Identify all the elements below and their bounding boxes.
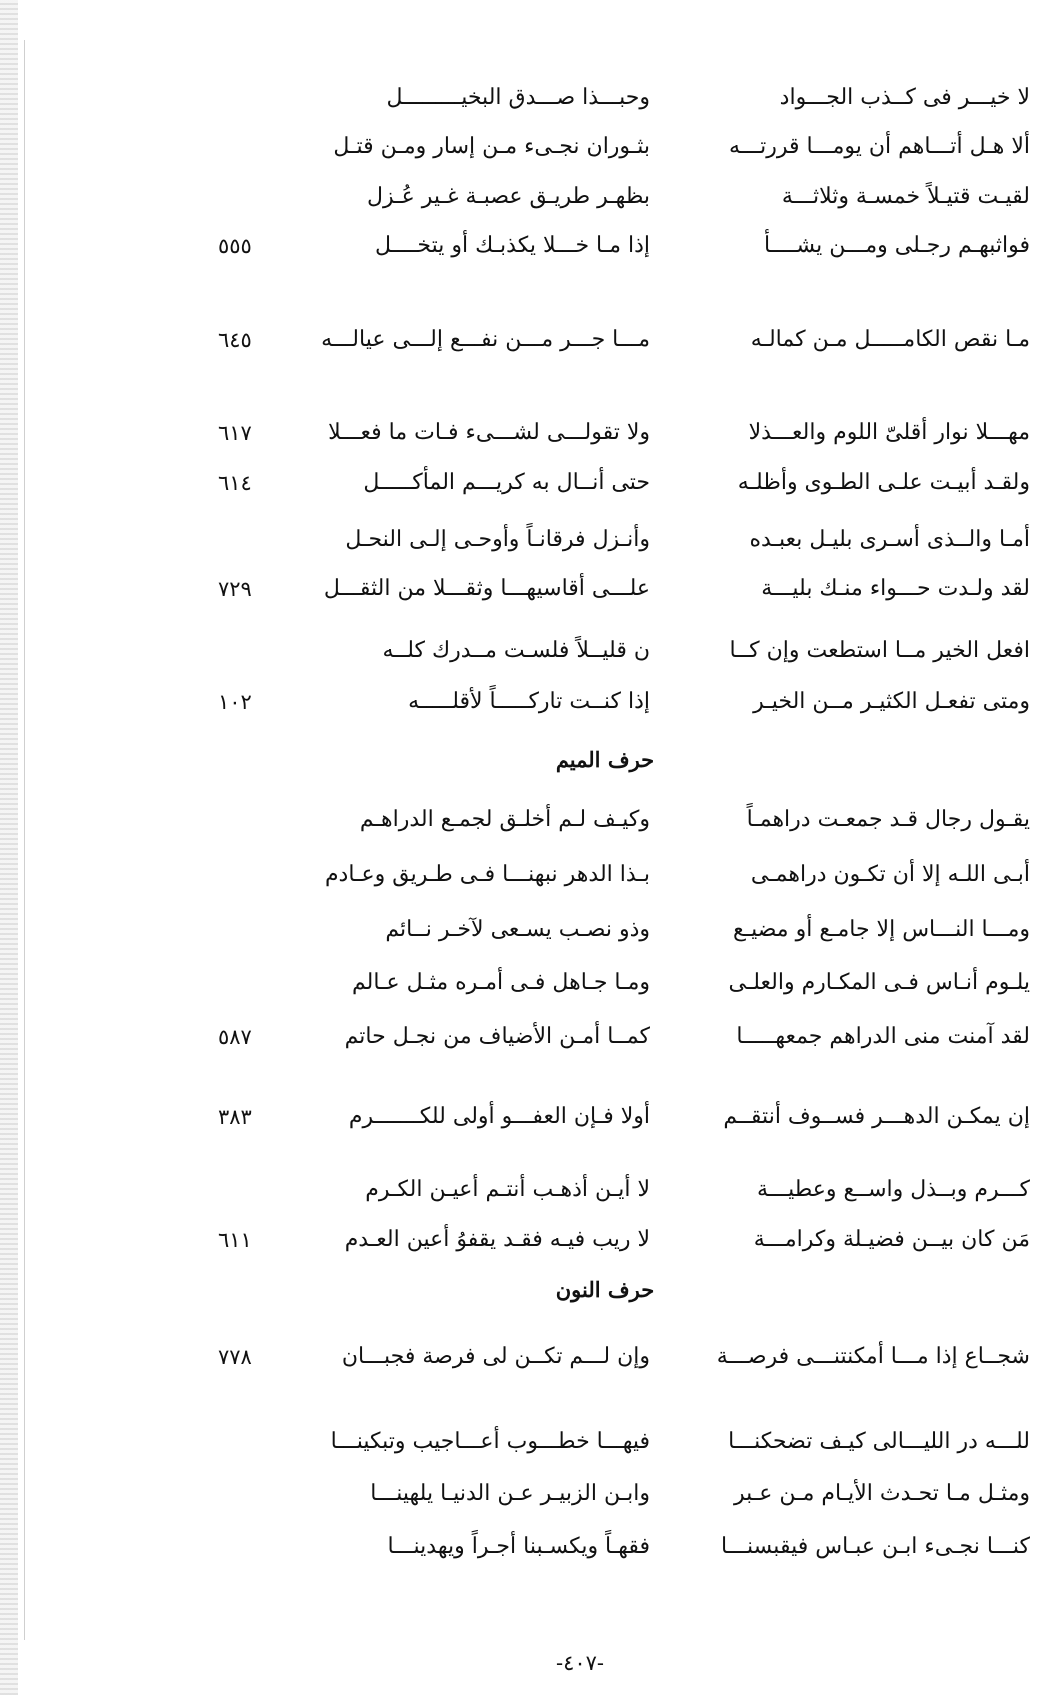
- page-number: -٤٠٧-: [555, 1651, 605, 1675]
- verse-16-first-hemistich: لقد آمنت منى الدراهم جمعهـــــا: [736, 1024, 1030, 1049]
- verse-9-reference: ٧٢٩: [218, 577, 252, 601]
- verse-6-reference: ٦١٧: [218, 421, 252, 445]
- verse-20-reference: ٧٧٨: [218, 1345, 252, 1369]
- verse-6-first-hemistich: مهـــلا نوار أقلىّ اللوم والعـــذلا: [748, 420, 1030, 445]
- verse-23-first-hemistich: كنـــا نجـىء ابـن عبـاس فيقبسنـــا: [721, 1534, 1030, 1559]
- verse-23-reference: [218, 1527, 278, 1567]
- verse-9-second-hemistich: علـــى أقاسيهـــا وثقـــلا من الثقـــل: [323, 576, 650, 601]
- verse-12-second-hemistich: وكيـف لـم أخلـق لجمـع الدراهـم: [359, 807, 650, 832]
- verse-6-second-hemistich: ولا تقولـــى لشـــىء فـات ما فعـــلا: [328, 420, 650, 445]
- verse-9-first-hemistich: لقد ولـدت حـــواء منـك بليـــة: [761, 576, 1030, 601]
- verse-2-second-hemistich: بثـوران نجـىء مـن إسار ومـن قتـل: [333, 134, 650, 159]
- verse-5-second-hemistich: مـــا جـــر مـــن نفـــع إلـــى عيالـــه: [321, 327, 650, 352]
- verse-21-second-hemistich: فيهـــا خطـــوب أعـــاجيب وتبكينـــا: [330, 1429, 650, 1454]
- verse-5-first-hemistich: مـا نقص الكامـــــل مـن كمالـه: [750, 327, 1030, 352]
- verse-21-first-hemistich: للـــه در الليـــالى كيـف تضحكنـــا: [728, 1429, 1030, 1454]
- verse-15-first-hemistich: يلـوم أنـاس فـى المكـارم والعلـى: [728, 970, 1030, 995]
- verse-1-reference: [218, 78, 278, 118]
- verse-8-reference: [218, 520, 278, 560]
- verse-5-reference: ٦٤٥: [218, 328, 252, 352]
- verse-7-second-hemistich: حتى أنــال به كريـــم المأكـــــل: [363, 470, 650, 495]
- verse-20-first-hemistich: شجــاع إذا مـــا أمكنتنـــى فرصـــة: [716, 1344, 1030, 1369]
- verse-2-reference: [218, 127, 278, 167]
- verse-22-first-hemistich: ومثـل مـا تحـدث الأيـام مـن عـبر: [734, 1481, 1030, 1506]
- section-heading-meem: حرف الميم: [555, 747, 655, 772]
- verse-14-first-hemistich: ومـــا النـــاس إلا جامـع أو مضيـع: [732, 917, 1030, 942]
- verse-10-second-hemistich: ن قليــلاً فلسـت مــدرك كلــه: [382, 638, 650, 663]
- verse-17-second-hemistich: أولا فـإن العفـــو أولى للكـــــــرم: [348, 1104, 650, 1129]
- verse-1-first-hemistich: لا خيـــر فى كــذب الجـــواد: [779, 85, 1030, 110]
- verse-18-second-hemistich: لا أيـن أذهـب أنتـم أعيـن الكـرم: [365, 1177, 650, 1202]
- verse-19-second-hemistich: لا ريب فيـه فقـد يقفوُ أعين العـدم: [344, 1227, 650, 1252]
- verse-7-reference: ٦١٤: [218, 471, 252, 495]
- verse-3-reference: [218, 177, 278, 217]
- margin-rule: [24, 40, 25, 1640]
- verse-22-reference: [218, 1474, 278, 1514]
- verse-1-second-hemistich: وحبـــذا صـــدق البخيـــــــــل: [386, 85, 650, 110]
- verse-10-reference: [218, 631, 278, 671]
- verse-14-second-hemistich: وذو نصـب يسـعى لآخـر نــائم: [385, 917, 650, 942]
- verse-2-first-hemistich: ألا هـل أتـــاهم أن يومـــا قررتـــه: [729, 134, 1030, 159]
- verse-21-reference: [218, 1422, 278, 1462]
- verse-18-first-hemistich: كـــرم وبــذل واســع وعطيـــة: [756, 1177, 1030, 1202]
- verse-3-first-hemistich: لقيـت قتيـلاً خمسـة وثلاثـــة: [781, 184, 1030, 209]
- verse-18-reference: [218, 1170, 278, 1210]
- section-heading-noon: حرف النون: [555, 1277, 655, 1302]
- verse-23-second-hemistich: فقهـاً ويكسـبنا أجـراً ويهدينـــا: [387, 1534, 650, 1559]
- verse-15-second-hemistich: ومـا جـاهل فـى أمـره مثـل عـالم: [352, 970, 650, 995]
- verse-13-reference: [218, 855, 278, 895]
- verse-4-first-hemistich: فواثبهـم رجـلى ومـــن يشــــأ: [764, 233, 1030, 258]
- verse-8-second-hemistich: وأنـزل فرقانـاً وأوحـى إلـى النحـل: [345, 527, 650, 552]
- verse-16-second-hemistich: كمــا أمـن الأضياف من نجـل حاتم: [344, 1024, 650, 1049]
- verse-10-first-hemistich: افعل الخير مــا استطعت وإن كــا: [729, 638, 1030, 663]
- verse-20-second-hemistich: وإن لـــم تكــن لى فرصة فجبـــان: [341, 1344, 650, 1369]
- verse-17-first-hemistich: إن يمكـن الدهـــر فســوف أنتقــم: [723, 1104, 1030, 1129]
- verse-11-first-hemistich: ومتى تفعـل الكثيـر مــن الخيـر: [753, 689, 1030, 714]
- verse-19-first-hemistich: مَن كان بيــن فضيـلة وكرامـــة: [753, 1227, 1030, 1252]
- verse-12-first-hemistich: يقـول رجال قـد جمعـت دراهمـاً: [746, 807, 1030, 832]
- verse-22-second-hemistich: وابـن الزبيـر عـن الدنيـا يلهينـــا: [370, 1481, 650, 1506]
- verse-16-reference: ٥٨٧: [218, 1025, 252, 1049]
- verse-4-second-hemistich: إذا مـا خـــلا يكذبـك أو يتخــــل: [374, 233, 650, 258]
- verse-3-second-hemistich: بظهـر طريـق عصبـة غـير عُـزل: [367, 184, 650, 209]
- verse-4-reference: ٥٥٥: [218, 234, 252, 258]
- verse-14-reference: [218, 910, 278, 950]
- verse-8-first-hemistich: أمـا والــذى أسـرى بليـل بعبـده: [749, 527, 1030, 552]
- verse-11-second-hemistich: إذا كنــت تاركـــــاً لأقلـــــه: [408, 689, 650, 714]
- verse-11-reference: ١٠٢: [218, 690, 252, 714]
- scan-edge: [0, 0, 18, 1695]
- verse-13-second-hemistich: بـذا الدهر نبهنـــا فـى طـريق وعـادم: [324, 862, 650, 887]
- verse-15-reference: [218, 963, 278, 1003]
- verse-12-reference: [218, 800, 278, 840]
- verse-7-first-hemistich: ولقـد أبيـت علـى الطـوى وأظلـه: [737, 470, 1030, 495]
- verse-13-first-hemistich: أبـى اللـه إلا أن تكـون دراهمـى: [750, 862, 1030, 887]
- verse-17-reference: ٣٨٣: [218, 1105, 252, 1129]
- verse-19-reference: ٦١١: [218, 1228, 252, 1252]
